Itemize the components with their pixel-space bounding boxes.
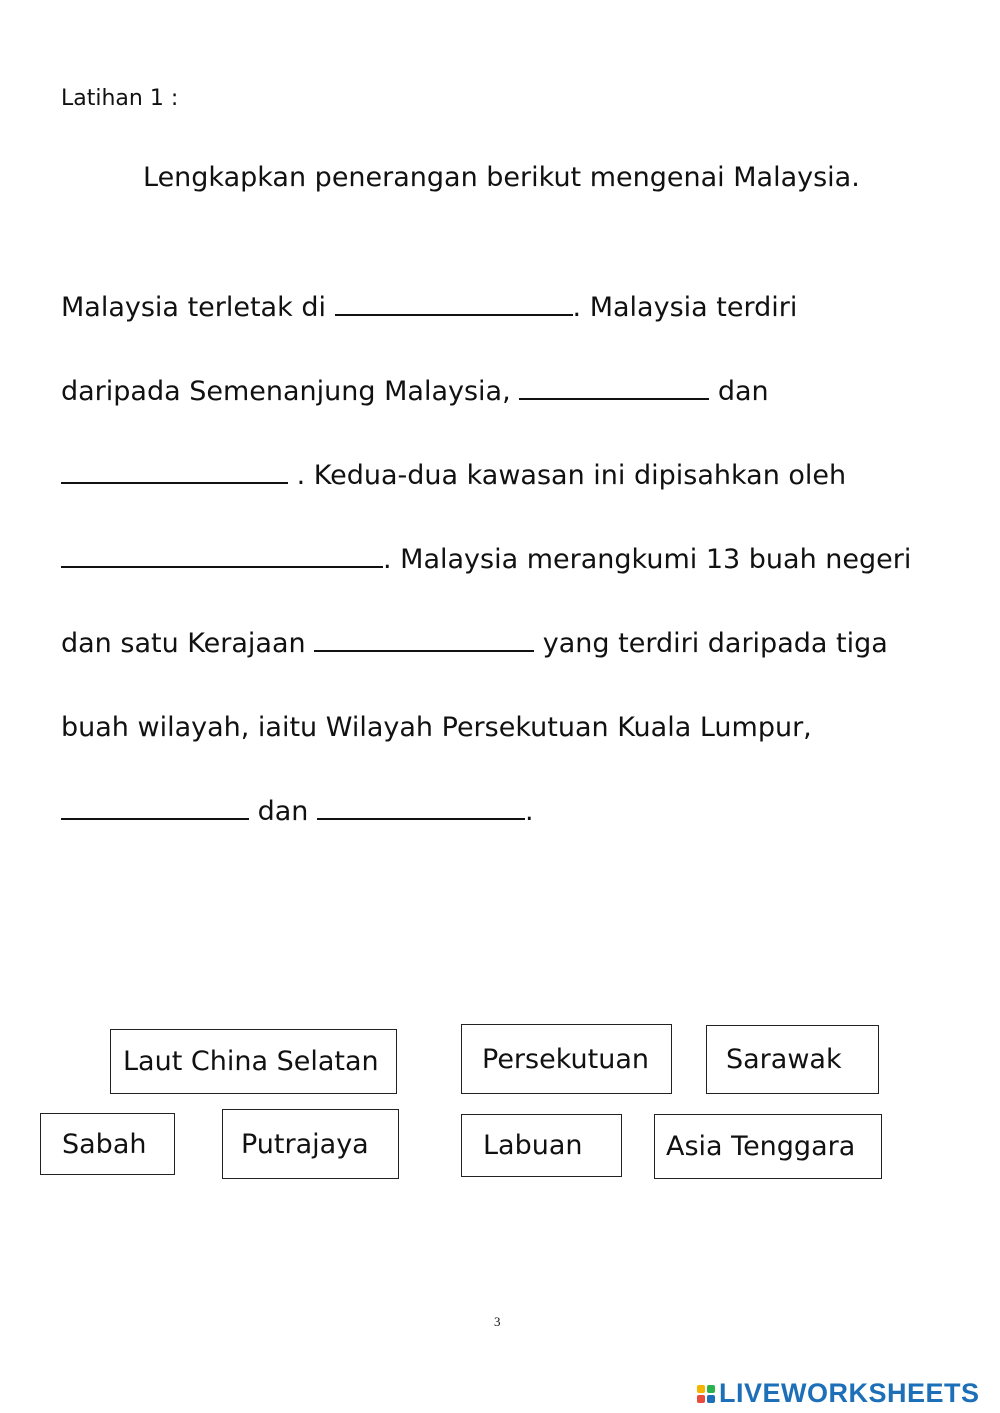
answer-blank-4[interactable] [61, 565, 383, 568]
logo-square [707, 1385, 715, 1393]
liveworksheets-logo-icon [697, 1385, 715, 1403]
page-number: 3 [494, 1314, 501, 1329]
answer-blank-3[interactable] [61, 481, 288, 484]
passage-line-7 [61, 796, 534, 827]
answer-blank-5[interactable] [314, 649, 534, 652]
passage-text: . [524, 796, 534, 827]
instruction: Lengkapkan penerangan berikut mengenai Malaysia. [143, 162, 860, 193]
passage-text: dan [249, 796, 317, 827]
passage-line-5 [61, 628, 888, 659]
logo-square [697, 1395, 705, 1403]
answer-blank-6[interactable] [61, 817, 249, 820]
logo-text: LIVEWORKSHEETS [719, 1378, 980, 1408]
exercise-label: Latihan 1 : [61, 86, 179, 111]
word-sabah[interactable]: Sabah [40, 1113, 175, 1175]
liveworksheets-logo [697, 1378, 980, 1409]
word-putrajaya[interactable]: Putrajaya [222, 1109, 399, 1179]
passage-line-2 [61, 376, 769, 407]
answer-blank-1[interactable] [335, 313, 573, 316]
passage-line-3 [61, 460, 846, 491]
passage-line-4 [61, 544, 911, 575]
passage-text: . Malaysia merangkumi 13 buah negeri [383, 544, 912, 575]
word-persekutuan[interactable]: Persekutuan [461, 1024, 672, 1094]
logo-square [707, 1395, 715, 1403]
answer-blank-2[interactable] [519, 397, 709, 400]
word-laut-china-selatan[interactable]: Laut China Selatan [110, 1029, 397, 1094]
passage-line-6 [61, 712, 812, 743]
word-sarawak[interactable]: Sarawak [706, 1025, 879, 1094]
passage-text: Malaysia terletak di [61, 292, 335, 323]
logo-square [697, 1385, 705, 1393]
passage-line-1 [61, 292, 797, 323]
passage-text: . Malaysia terdiri [572, 292, 798, 323]
word-asia-tenggara[interactable]: Asia Tenggara [654, 1114, 882, 1179]
passage-text: dan [709, 376, 769, 407]
passage-text: . Kedua-dua kawasan ini dipisahkan oleh [288, 460, 847, 491]
passage-text: daripada Semenanjung Malaysia, [61, 376, 520, 407]
word-labuan[interactable]: Labuan [461, 1114, 622, 1177]
passage-text: buah wilayah, iaitu Wilayah Persekutuan Kuala Lumpur, [61, 712, 812, 743]
passage-text: yang terdiri daripada tiga [534, 628, 888, 659]
answer-blank-7[interactable] [317, 817, 525, 820]
passage-text: dan satu Kerajaan [61, 628, 315, 659]
